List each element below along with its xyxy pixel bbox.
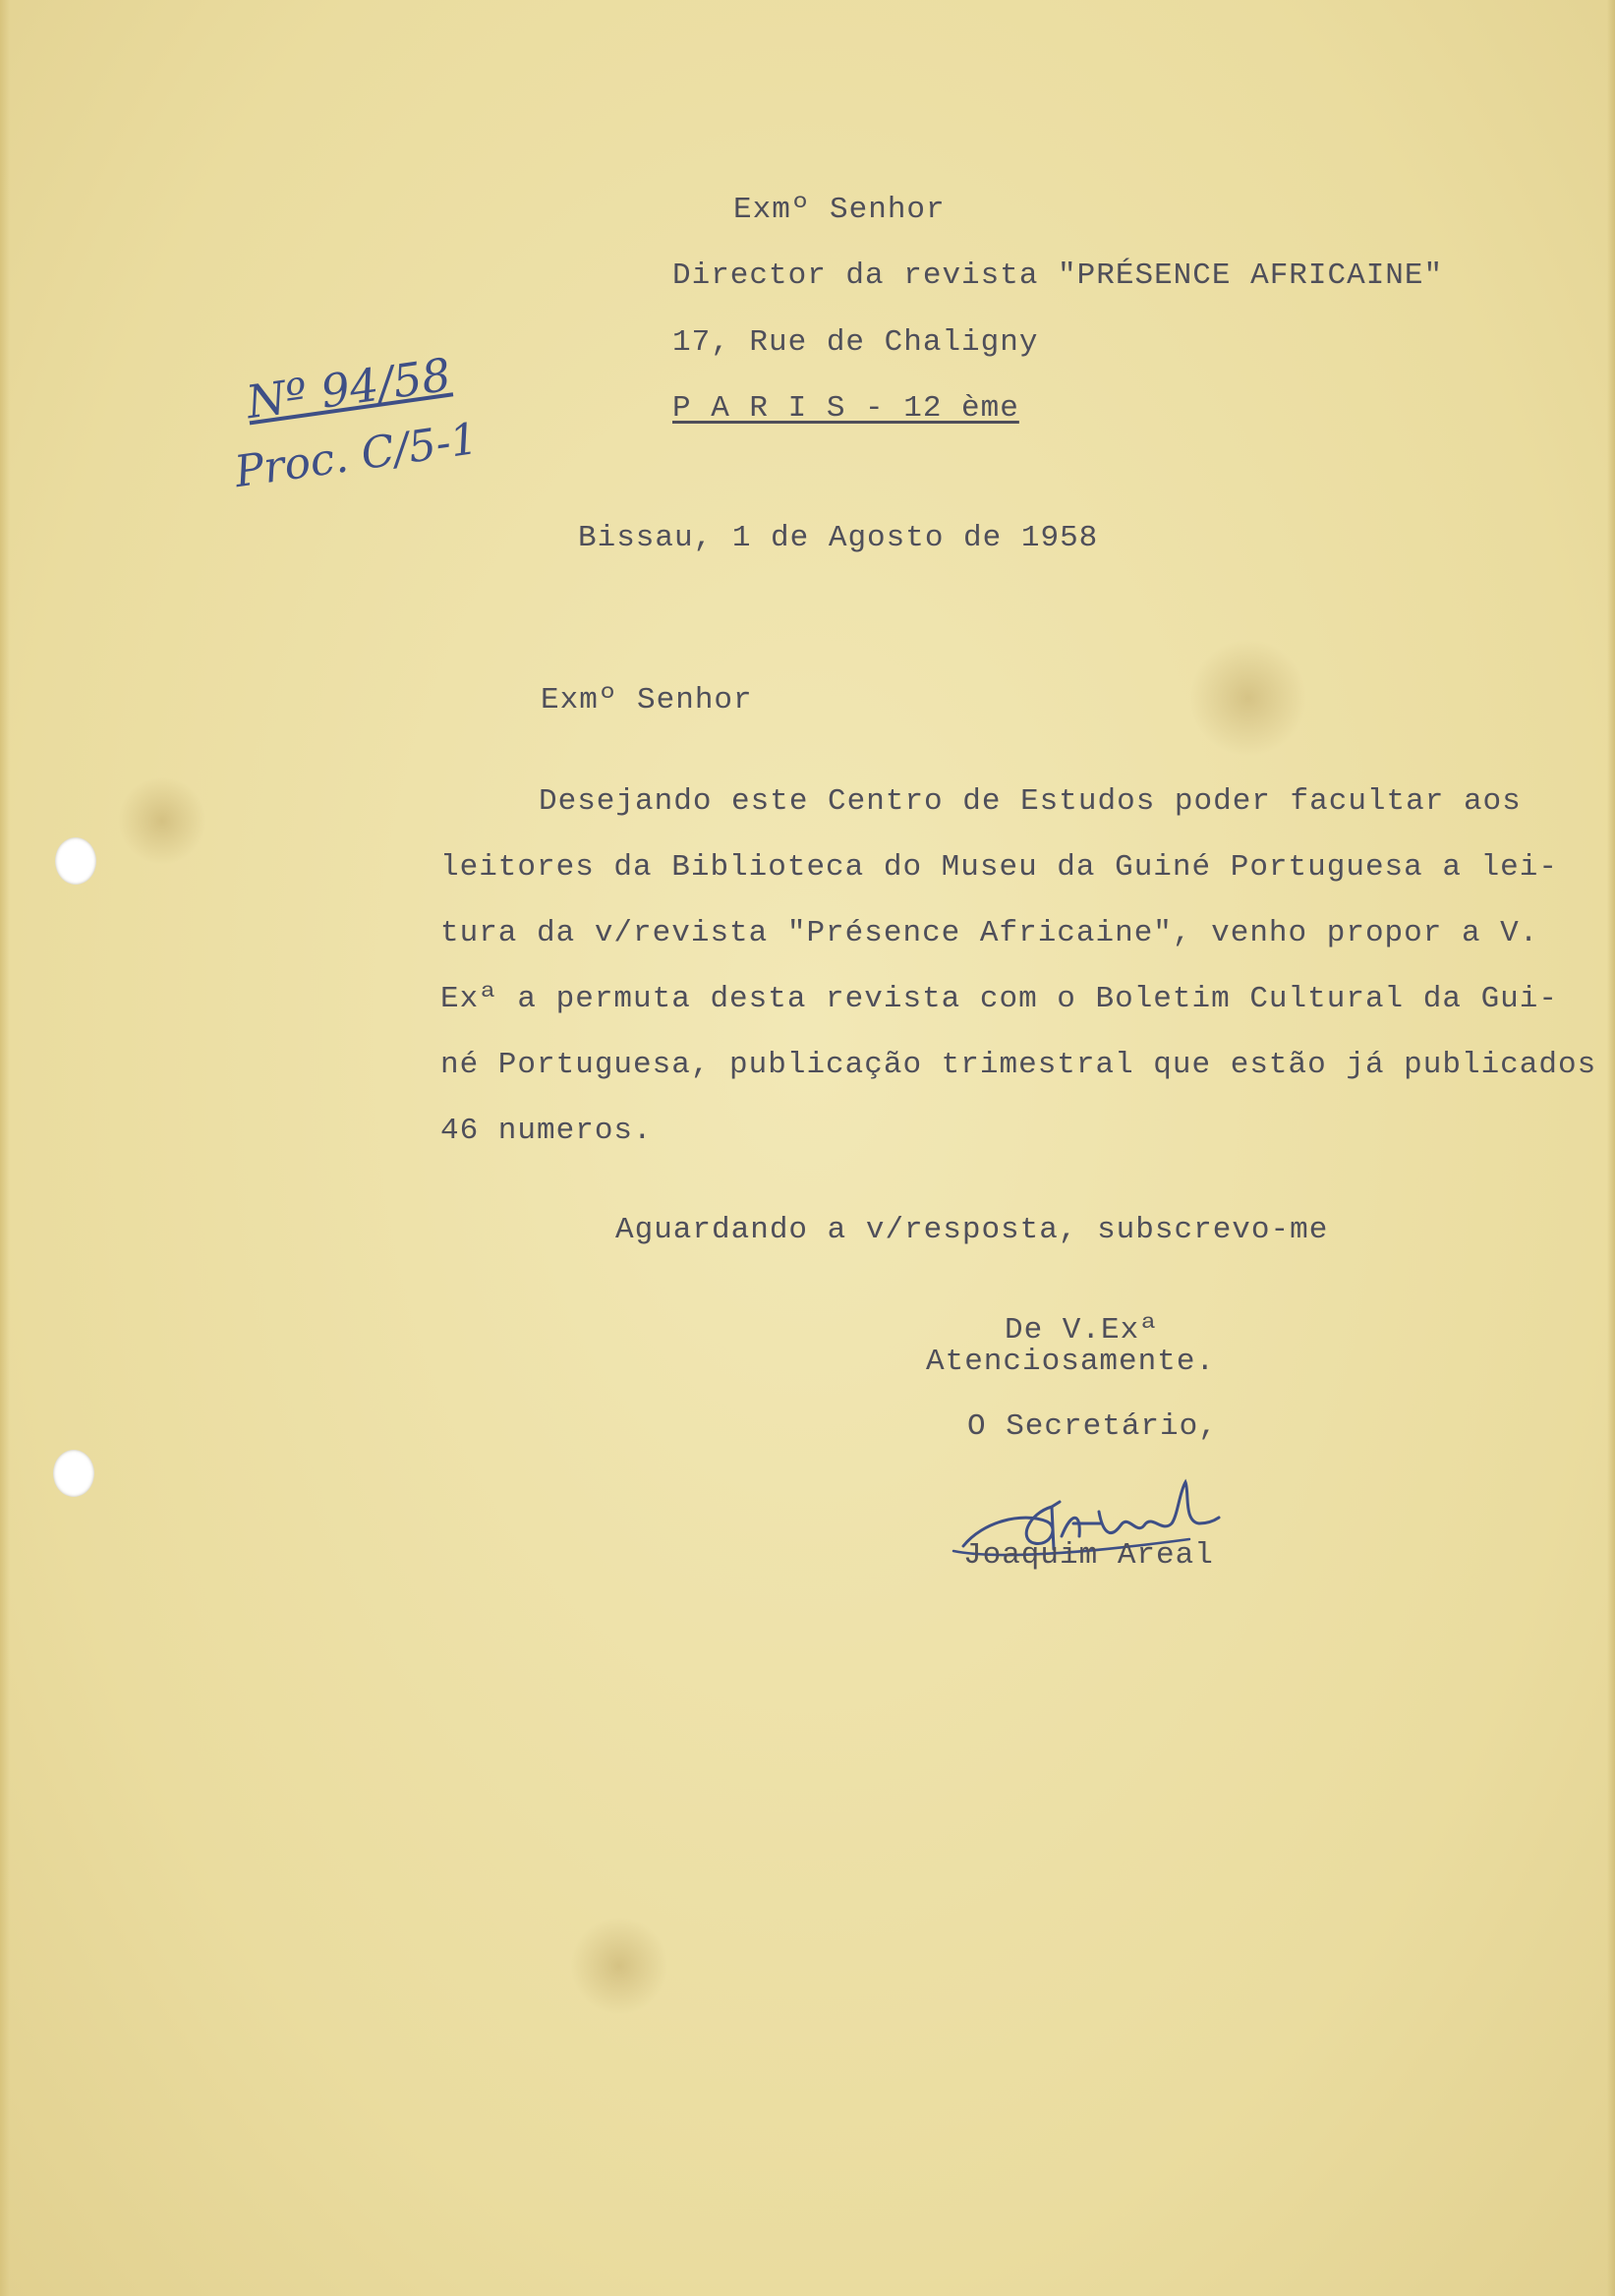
recipient-street: 17, Rue de Chaligny — [672, 325, 1039, 360]
recipient-city: P A R I S - 12 ème — [672, 391, 1019, 426]
body-line: leitores da Biblioteca do Museu da Guiné Portuguesa a lei- — [440, 850, 1558, 885]
paper-stain — [118, 776, 206, 865]
body-line: tura da v/revista "Présence Africaine", venho propor a V. — [440, 916, 1539, 950]
closing-line: Aguardando a v/resposta, subscrevo-me — [615, 1213, 1329, 1247]
paper-right-edge — [1607, 0, 1615, 2296]
sign-off-line2: Atenciosamente. — [926, 1345, 1216, 1379]
body-line: Desejando este Centro de Estudos poder facultar aos — [539, 784, 1522, 819]
greeting: Exmº Senhor — [541, 683, 753, 718]
archive-process: Proc. C/5-1 — [231, 413, 482, 498]
archive-number: Nº 94/58 — [243, 347, 454, 430]
punch-hole-top — [55, 837, 96, 885]
paper-left-edge — [0, 0, 10, 2296]
body-line: Exª a permuta desta revista com o Boletim Cultural da Gui- — [440, 982, 1558, 1016]
recipient-title: Director da revista "PRÉSENCE AFRICAINE" — [672, 258, 1444, 293]
body-line: 46 numeros. — [440, 1114, 653, 1148]
paper-stain — [1189, 639, 1307, 757]
sign-off-line1: De V.Exª — [1005, 1313, 1159, 1348]
place-date: Bissau, 1 de Agosto de 1958 — [578, 521, 1099, 555]
signatory-name: Joaquim Areal — [963, 1538, 1214, 1573]
sign-off-role: O Secretário, — [967, 1409, 1218, 1444]
recipient-salutation: Exmº Senhor — [733, 193, 946, 227]
punch-hole-bottom — [53, 1450, 94, 1497]
body-line: né Portuguesa, publicação trimestral que estão já publicados — [440, 1048, 1597, 1082]
paper-stain — [570, 1917, 668, 2015]
